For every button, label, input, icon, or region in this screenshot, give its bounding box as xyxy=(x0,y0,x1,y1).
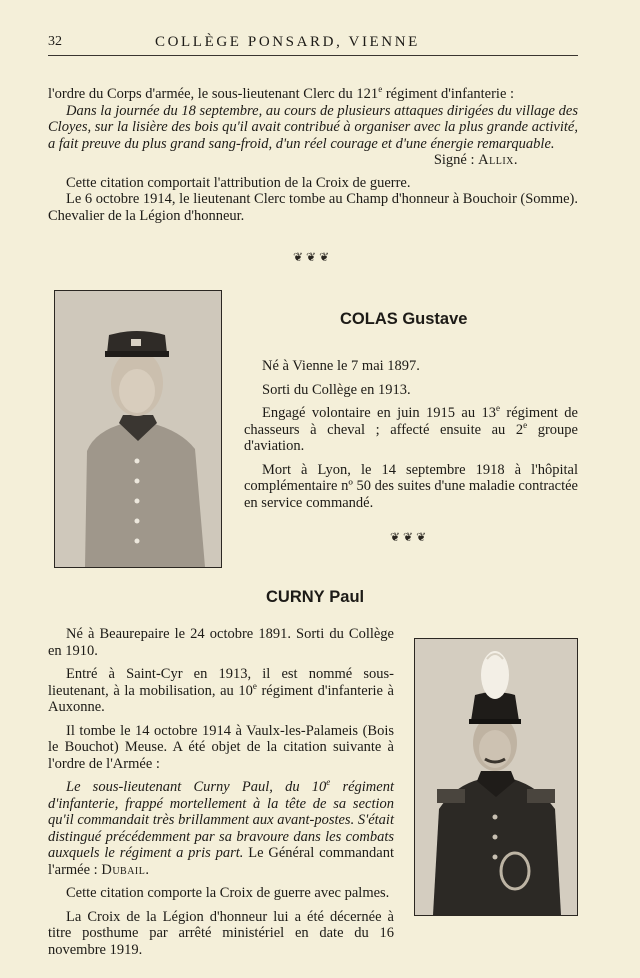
curny-p1: Né à Beaurepaire le 24 octobre 1891. Sorti du Collège en 1910. xyxy=(48,626,394,659)
ornament-divider-1: ❦❦❦ xyxy=(293,250,333,264)
colas-p3: Engagé volontaire en juin 1915 au 13e régiment de chasseurs à cheval ; affecté ensuite au 2e groupe d'aviation. xyxy=(244,403,578,454)
top-section xyxy=(48,86,578,224)
top-signature: Signé : Allix. xyxy=(433,152,518,168)
colas-p2: Sorti du Collège en 1913. xyxy=(262,381,411,398)
page-header xyxy=(48,34,578,56)
portrait-colas-image xyxy=(55,291,221,567)
colas-p4: Mort à Lyon, le 14 septembre 1918 à l'hôpital complémentaire nº 50 des suites d'une maladie contractée en service commandé. xyxy=(244,461,578,511)
running-title: COLLÈGE PONSARD, VIENNE xyxy=(155,34,420,50)
colas-text xyxy=(244,358,578,518)
curny-citation: Le sous-lieutenant Curny Paul, du 10e régiment d'infanterie, frappé mortellement à la tête de sa section qu'il commandait très brillamment aux avant-postes. S'était distingué précédemment par sa bravoure dans les combats auxquels le régiment a pris part. Le Général commandant l'armée : Dubail. xyxy=(48,777,394,878)
page-number: 32 xyxy=(48,34,62,49)
curny-p4: Cette citation comporte la Croix de guerre avec palmes. xyxy=(66,885,390,901)
header-rule xyxy=(48,55,578,56)
curny-p2: Entré à Saint-Cyr en 1913, il est nommé sous-lieutenant, à la mobilisation, au 10e régiment d'infanterie à Auxonne. xyxy=(48,666,394,715)
top-line1: l'ordre du Corps d'armée, le sous-lieutenant Clerc du 121e régiment d'infanterie : xyxy=(48,84,515,102)
curny-p3: Il tombe le 14 octobre 1914 à Vaulx-les-Palameis (Bois le Bouchot) Meuse. A été objet de la citation suivante à l'ordre de l'Armée : xyxy=(48,722,394,772)
portrait-colas xyxy=(54,290,222,568)
top-paragraph-3: Le 6 octobre 1914, le lieutenant Clerc tombe au Champ d'honneur à Bouchoir (Somme). Chevalier de la Légion d'honneur. xyxy=(48,191,578,224)
ornament-divider-2: ❦❦❦ xyxy=(390,530,430,544)
top-citation: Dans la journée du 18 septembre, au cours de plusieurs attaques dirigées du village des Cloyes, sur la lisière des bois qu'il avait contribué à organiser avec la plus grande activité, a fait preuve du plus grand sang-froid, d'un réel courage et d'une énergie remarquable. xyxy=(48,102,578,152)
portrait-curny xyxy=(414,638,578,916)
heading-colas: COLAS Gustave xyxy=(340,310,468,328)
portrait-curny-image xyxy=(415,639,577,915)
curny-text xyxy=(48,626,394,965)
colas-p1: Né à Vienne le 7 mai 1897. xyxy=(262,358,420,374)
heading-curny: CURNY Paul xyxy=(266,588,365,606)
top-paragraph-2: Cette citation comportait l'attribution de la Croix de guerre. xyxy=(66,174,411,191)
curny-p5: La Croix de la Légion d'honneur lui a été décernée à titre posthume par arrêté ministériel en date du 16 novembre 1919. xyxy=(48,908,394,958)
